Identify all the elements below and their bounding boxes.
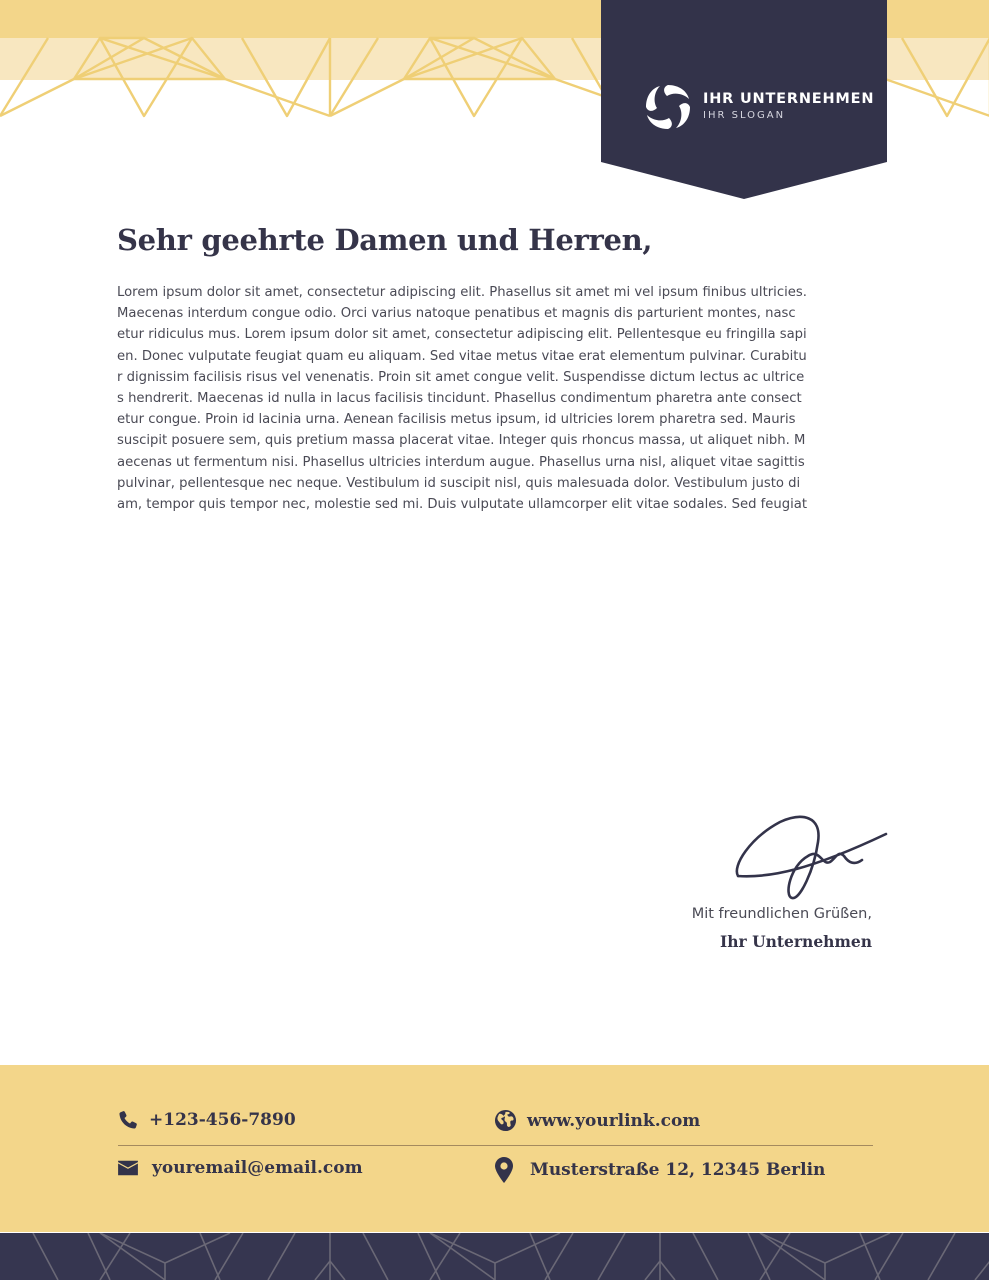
body-line: suscipit posuere sem, quis pretium massa placerat vitae. Integer quis rhoncus massa, ut aliquet nibh. M <box>117 433 806 449</box>
body-line: etur ridiculus mus. Lorem ipsum dolor sit amet, consectetur adipiscing elit. Pellentesque eu fringilla sapi <box>117 327 807 343</box>
company-slogan: IHR SLOGAN <box>703 110 786 121</box>
body-line: aecenas ut fermentum nisi. Phasellus ultricies interdum augue. Phasellus urna nisl, aliquet vitae sagittis <box>117 454 805 470</box>
body-line: Maecenas interdum congue odio. Orci varius natoque penatibus et magnis dis parturient montes, nasc <box>117 306 796 322</box>
footer-divider <box>118 1145 873 1146</box>
contact-email <box>117 1158 363 1178</box>
street-address: Musterstraße 12, 12345 Berlin <box>530 1160 826 1180</box>
body-line: en. Donec vulputate feugiat quam eu aliquam. Sed vitae metus vitae erat elementum pulvinar. Curabitu <box>117 348 807 364</box>
email-address[interactable]: youremail@email.com <box>152 1158 363 1178</box>
globe-icon <box>494 1109 517 1132</box>
body-line: pulvinar, pellentesque nec neque. Vestibulum id suscipit nisl, quis malesuada dolor. Vestibulum justo di <box>117 475 801 491</box>
contact-address <box>494 1156 825 1184</box>
envelope-icon <box>117 1159 139 1177</box>
handwritten-signature <box>730 808 890 908</box>
swirl-logo-icon <box>643 82 693 132</box>
body-line: r dignissim facilisis risus vel venenatis. Proin sit amet congue velit. Suspendisse dictum lectus ac ultrice <box>117 369 805 385</box>
phone-icon <box>117 1109 139 1131</box>
phone-number[interactable]: +123-456-7890 <box>149 1110 296 1130</box>
contact-website <box>494 1109 700 1132</box>
body-line: etur congue. Proin id lacinia urna. Aenean facilisis metus ipsum, id ultricies lorem pharetra sed. Mauris <box>117 412 796 428</box>
body-line: s hendrerit. Maecenas id nulla in lacus facilisis tincidunt. Phasellus condimentum pharetra ante consect <box>117 391 802 407</box>
letter-body <box>117 282 877 515</box>
body-line: Lorem ipsum dolor sit amet, consectetur adipiscing elit. Phasellus sit amet mi vel ipsum finibus ultricies. <box>117 285 807 300</box>
letter-closing: Mit freundlichen Grüßen, <box>691 906 872 922</box>
map-pin-icon <box>494 1156 514 1184</box>
signer-name: Ihr Unternehmen <box>720 932 872 951</box>
bottom-geometric-pattern <box>0 1233 989 1280</box>
body-line: am, tempor quis tempor nec, molestie sed mi. Duis vulputate ullamcorper elit vitae sodales. Sed feugiat <box>117 497 808 513</box>
letter-greeting: Sehr geehrte Damen und Herren, <box>117 223 653 257</box>
company-name: IHR UNTERNEHMEN <box>703 91 875 107</box>
contact-phone <box>117 1109 296 1131</box>
company-logo <box>643 82 874 132</box>
website-link[interactable]: www.yourlink.com <box>527 1110 701 1131</box>
footer-contact-band <box>0 1065 989 1232</box>
